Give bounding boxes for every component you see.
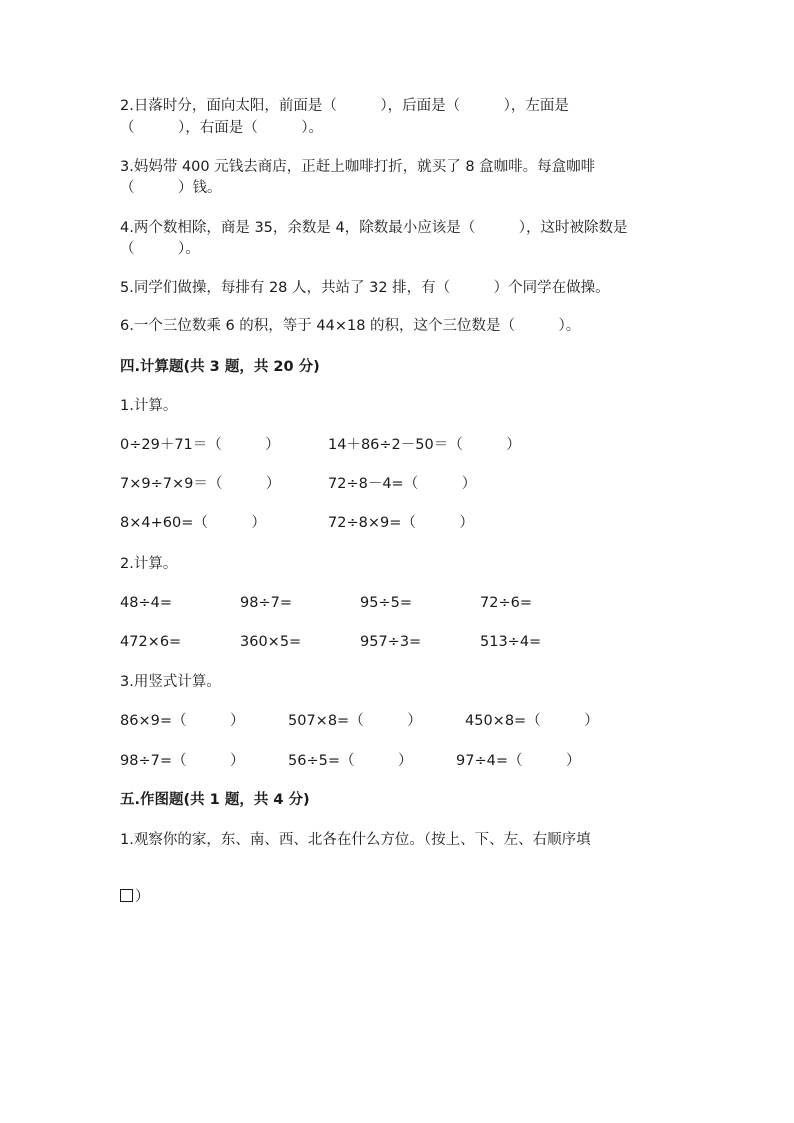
s4-q3-item: 86×9=（ ） (120, 713, 245, 729)
s4-q3-item: 97÷4=（ ） (456, 753, 581, 769)
s5-q1-line2: ） (135, 889, 150, 905)
q2-line1: 2.日落时分，面向太阳，前面是（ ），后面是（ ），左面是 (120, 98, 569, 114)
q5-line: 5.同学们做操，每排有 28 人，共站了 32 排，有（ ）个同学在做操。 (120, 280, 610, 296)
s4-q1-item: 7×9÷7×9＝（ ） (120, 476, 281, 492)
s4-q2-item: 472×6= (120, 634, 182, 650)
s4-q1-item: 8×4+60=（ ） (120, 515, 266, 531)
s4-q2-item: 48÷4= (120, 595, 172, 611)
s4-q1-title: 1.计算。 (120, 398, 178, 414)
q2-line2: （ ），右面是（ ）。 (120, 120, 323, 136)
q4-line1: 4.两个数相除，商是 35，余数是 4，除数最小应该是（ ），这时被除数是 (120, 220, 628, 236)
section5-heading: 五.作图题(共 1 题，共 4 分) (120, 792, 310, 808)
s4-q2-title: 2.计算。 (120, 556, 178, 572)
q6-line: 6.一个三位数乘 6 的积，等于 44×18 的积，这个三位数是（ ）。 (120, 318, 581, 334)
s4-q3-item: 56÷5=（ ） (288, 753, 413, 769)
s4-q2-item: 72÷6= (480, 595, 532, 611)
s4-q1-item: 72÷8－4=（ ） (328, 476, 477, 492)
q3-line1: 3.妈妈带 400 元钱去商店，正赶上咖啡打折，就买了 8 盒咖啡。每盒咖啡 (120, 159, 596, 175)
s4-q1-item: 72÷8×9=（ ） (328, 515, 474, 531)
s4-q2-item: 95÷5= (360, 595, 412, 611)
s4-q1-item: 0÷29＋71＝（ ） (120, 437, 280, 453)
section4-heading: 四.计算题(共 3 题，共 20 分) (120, 359, 320, 375)
s4-q1-item: 14＋86÷2－50＝（ ） (328, 437, 521, 453)
s4-q2-item: 513÷4= (480, 634, 542, 650)
s5-q1-line1: 1.观察你的家，东、南、西、北各在什么方位。（按上、下、左、右顺序填 (120, 832, 591, 848)
s4-q2-item: 957÷3= (360, 634, 422, 650)
q3-line2: （ ）钱。 (120, 180, 222, 196)
s4-q3-item: 450×8=（ ） (465, 713, 599, 729)
blank-square-icon (120, 889, 133, 902)
q4-line2: （ ）。 (120, 241, 200, 257)
s4-q2-item: 360×5= (240, 634, 302, 650)
s4-q3-item: 507×8=（ ） (288, 713, 422, 729)
s4-q2-item: 98÷7= (240, 595, 292, 611)
s5-q1-line2-wrap (120, 887, 150, 907)
s4-q3-title: 3.用竖式计算。 (120, 674, 221, 690)
s4-q3-item: 98÷7=（ ） (120, 753, 245, 769)
